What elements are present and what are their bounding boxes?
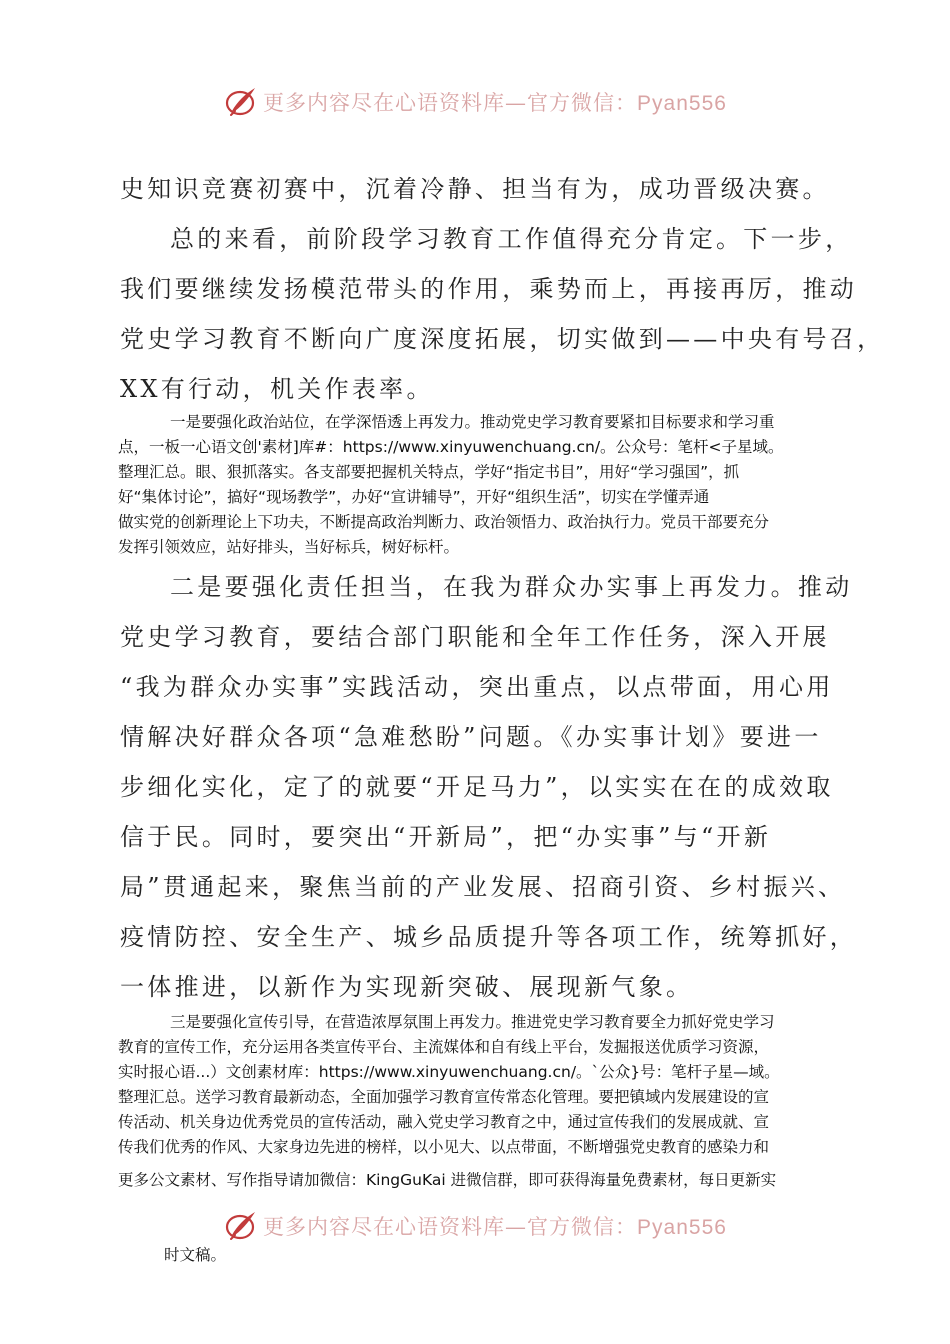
text-line: 总的来看，前阶段学习教育工作值得充分肯定。下一步，	[170, 225, 853, 253]
text-line: 一是要强化政治站位，在学深悟透上再发力。推动党史学习教育要紧扣目标要求和学习重	[170, 413, 775, 431]
text-line: 做实党的创新理论上下功夫，不断提高政治判断力、政治领悟力、政治执行力。党员干部要充分	[118, 513, 770, 531]
watermark-text: 更多内容尽在心语资料库—官方微信：Pyan556	[263, 1215, 727, 1239]
text-line: 发挥引领效应，站好排头，当好标兵，树好标杆。	[118, 538, 460, 556]
text-line: 一体推进，以新作为实现新突破、展现新气象。	[120, 973, 694, 1001]
text-line: 局”贯通起来，聚焦当前的产业发展、招商引资、乡村振兴、	[120, 873, 846, 901]
body-paragraph-point-two	[120, 562, 858, 1012]
text-line: XX有行动，机关作表率。	[120, 375, 434, 403]
watermark-footer	[0, 1206, 950, 1246]
text-line: 疫情防控、安全生产、城乡品质提升等各项工作，统筹抓好，	[120, 923, 858, 951]
text-line: 教育的宣传工作，充分运用各类宣传平台、主流媒体和自有线上平台，发掘报送优质学习资源，	[118, 1038, 770, 1056]
quill-logo-icon	[223, 84, 259, 120]
text-line: 实时报心语...）文创素材库：https://www.xinyuwenchuang.cn/。`公众}号：笔杆子星—域。	[118, 1063, 780, 1081]
text-line: 整理汇总。眼、狠抓落实。各支部要把握机关特点，学好“指定书目”，用好“学习强国”，抓	[118, 463, 740, 481]
text-line: 我们要继续发扬模范带头的作用，乘势而上，再接再厉，推动	[120, 275, 858, 303]
text-line: 情解决好群众各项“急难愁盼”问题。《办实事计划》要进一	[120, 723, 822, 751]
text-line: 党史学习教育，要结合部门职能和全年工作任务，深入开展	[120, 623, 830, 651]
text-line: 传我们优秀的作风、大家身边先进的榜样，以小见大、以点带面，不断增强党史教育的感染力和	[118, 1138, 770, 1156]
body-paragraph-intro-tail	[120, 164, 840, 214]
watermark-text: 更多内容尽在心语资料库—官方微信：Pyan556	[263, 91, 727, 115]
text-line: 史知识竞赛初赛中，沉着冷静、担当有为，成功晋级决赛。	[120, 175, 830, 203]
text-line: 点，一板一心语文创'素材]库#：https://www.xinyuwenchuang.cn/。公众号：笔杆<子星域。	[118, 438, 784, 456]
text-line: 好“集体讨论”，搞好“现场教学”，办好“宣讲辅导”，开好“组织生活”，切实在学懂弄通	[118, 488, 710, 506]
text-line: 步细化实化，定了的就要“开足马力”，以实实在在的成效取	[120, 773, 834, 801]
body-paragraph-summary	[120, 214, 885, 414]
text-line: 三是要强化宣传引导，在营造浓厚氛围上再发力。推进党史学习教育要全力抓好党史学习	[170, 1013, 775, 1031]
text-line: 二是要强化责任担当，在我为群众办实事上再发力。推动	[170, 573, 853, 601]
footer-promo-note: 更多公文素材、写作指导请加微信：KingGuKai 进微信群，即可获得海量免费素材，每日更新实	[118, 1171, 777, 1189]
watermark-header	[0, 82, 950, 122]
footer-promo-tail: 时文稿。	[164, 1246, 227, 1264]
text-line: 传活动、机关身边优秀党员的宣传活动，融入党史学习教育之中，通过宣传我们的发展成就、宣	[118, 1113, 770, 1131]
quill-logo-icon	[223, 1208, 259, 1244]
text-line: 党史学习教育不断向广度深度拓展，切实做到——中央有号召，	[120, 325, 885, 353]
text-line: 整理汇总。送学习教育最新动态，全面加强学习教育宣传常态化管理。要把镇域内发展建设的宣	[118, 1088, 770, 1106]
text-line: “我为群众办实事”实践活动，突出重点，以点带面，用心用	[120, 673, 834, 701]
body-paragraph-point-one	[118, 410, 840, 560]
body-paragraph-point-three	[118, 1010, 840, 1160]
text-line: 信于民。同时，要突出“开新局”，把“办实事”与“开新	[120, 823, 772, 851]
